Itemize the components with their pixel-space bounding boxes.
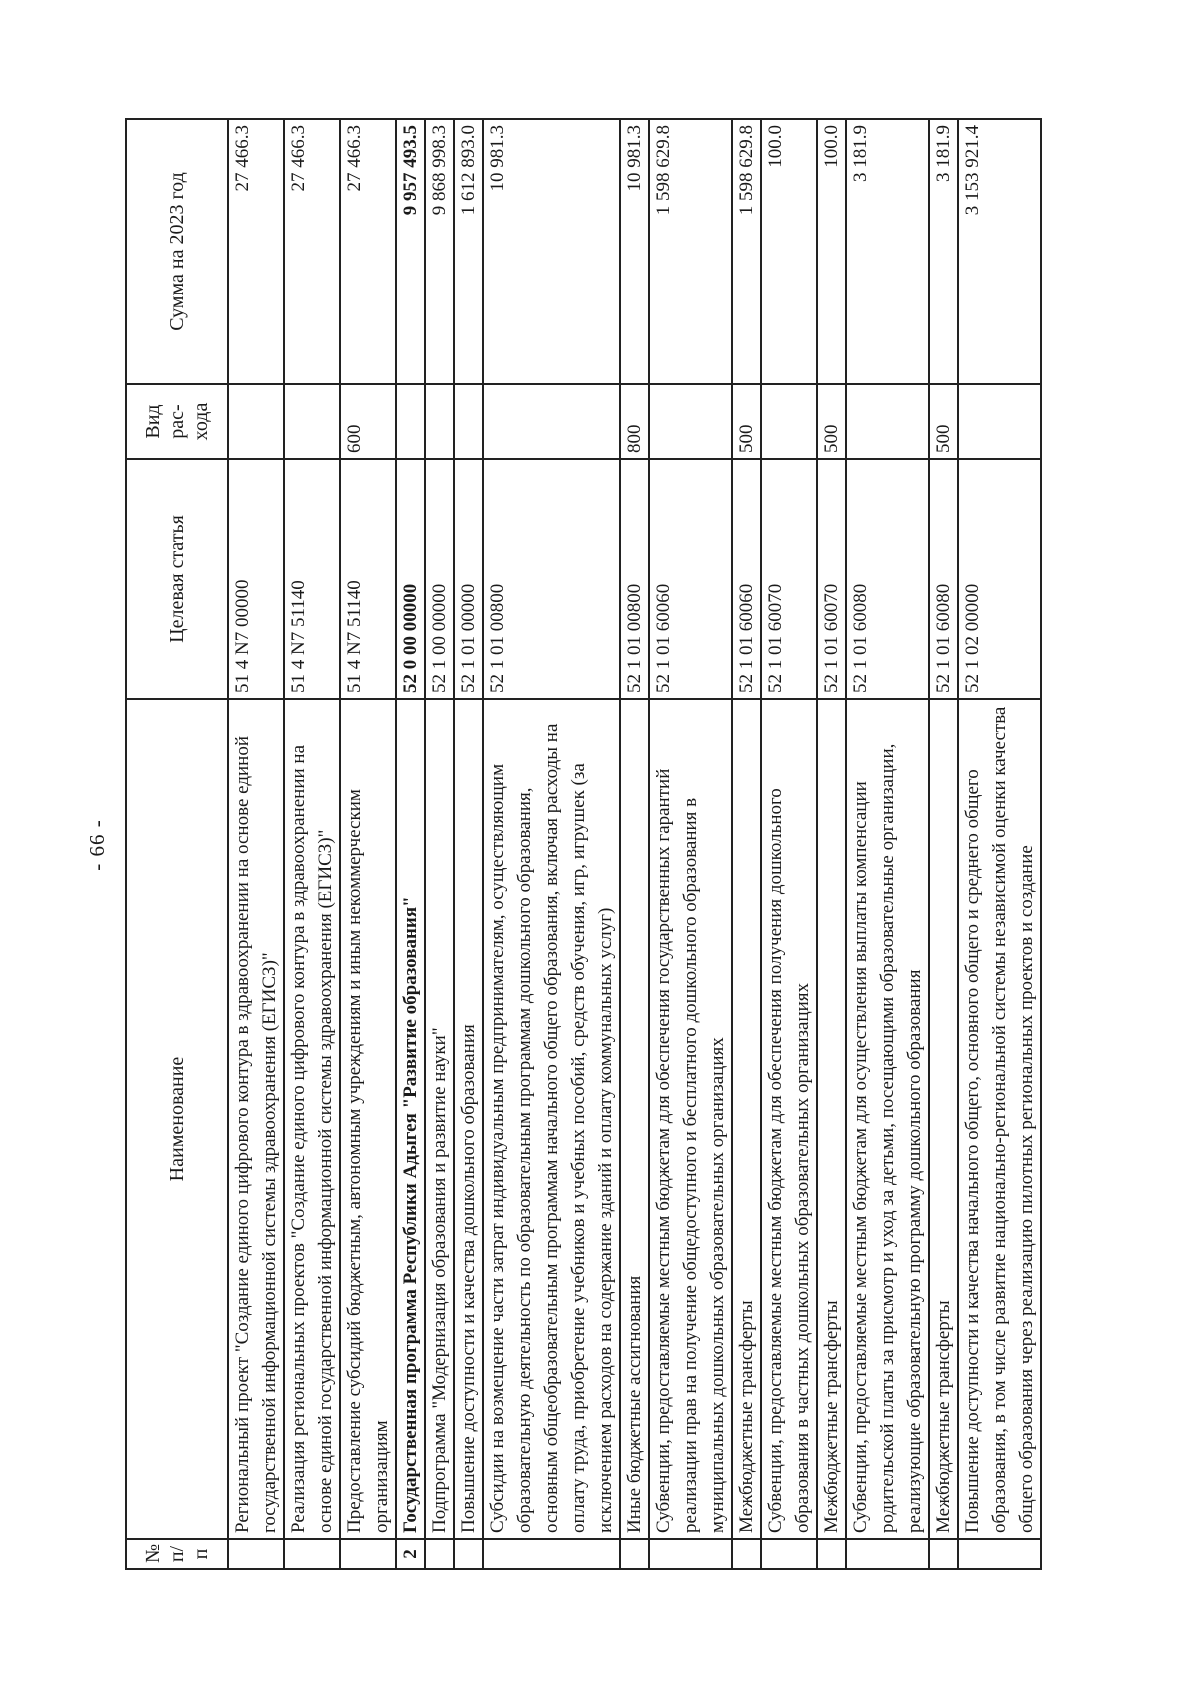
row-num bbox=[425, 1539, 454, 1569]
row-type bbox=[483, 384, 620, 459]
table-row bbox=[425, 119, 454, 1569]
header-code: Целевая статья bbox=[126, 459, 228, 699]
row-num bbox=[958, 1539, 1041, 1569]
table-row bbox=[284, 119, 340, 1569]
row-num bbox=[929, 1539, 958, 1569]
row-type bbox=[454, 384, 483, 459]
row-sum: 100.0 bbox=[761, 119, 817, 384]
row-name: Межбюджетные трансферты bbox=[929, 699, 958, 1539]
row-code: 52 1 01 60070 bbox=[817, 459, 846, 699]
budget-table bbox=[125, 118, 1042, 1570]
row-name: Реализация региональных проектов "Создание единого цифрового контура в здравоохранении на основе единой государственной информационной системы здравоохранения (ЕГИСЗ)" bbox=[284, 699, 340, 1539]
table-row bbox=[732, 119, 761, 1569]
row-type: 500 bbox=[732, 384, 761, 459]
row-sum: 10 981.3 bbox=[620, 119, 649, 384]
row-code: 52 1 01 60060 bbox=[732, 459, 761, 699]
row-num bbox=[649, 1539, 732, 1569]
page-number: - 66 - bbox=[85, 819, 109, 871]
row-type: 600 bbox=[340, 384, 396, 459]
row-code: 51 4 N7 00000 bbox=[228, 459, 284, 699]
row-name: Субвенции, предоставляемые местным бюджетам для осуществления выплаты компенсации родительской платы за присмотр и уход за детьми, посещающими образовательные организации, реализующие образовательную программу дошкольного образования bbox=[846, 699, 929, 1539]
row-code: 52 1 01 60080 bbox=[929, 459, 958, 699]
row-num bbox=[228, 1539, 284, 1569]
table-header-row bbox=[126, 119, 228, 1569]
row-sum: 3 181.9 bbox=[846, 119, 929, 384]
table-row bbox=[846, 119, 929, 1569]
row-sum: 100.0 bbox=[817, 119, 846, 384]
row-sum: 1 598 629.8 bbox=[649, 119, 732, 384]
row-name: Подпрограмма "Модернизация образования и развитие науки" bbox=[425, 699, 454, 1539]
row-type bbox=[284, 384, 340, 459]
row-num bbox=[620, 1539, 649, 1569]
row-code: 52 1 01 60070 bbox=[761, 459, 817, 699]
header-sum: Сумма на 2023 год bbox=[126, 119, 228, 384]
row-name: Региональный проект "Создание единого цифрового контура в здравоохранении на основе единой государственной информационной системы здравоохранения (ЕГИСЗ)" bbox=[228, 699, 284, 1539]
table-row-program bbox=[396, 119, 425, 1569]
row-sum: 9 868 998.3 bbox=[425, 119, 454, 384]
row-code: 51 4 N7 51140 bbox=[284, 459, 340, 699]
table-row bbox=[929, 119, 958, 1569]
row-name: Государственная программа Республики Адыгея "Развитие образования" bbox=[396, 699, 425, 1539]
row-sum: 27 466.3 bbox=[284, 119, 340, 384]
row-num: 2 bbox=[396, 1539, 425, 1569]
row-num bbox=[454, 1539, 483, 1569]
row-type bbox=[761, 384, 817, 459]
table-row bbox=[817, 119, 846, 1569]
row-type bbox=[958, 384, 1041, 459]
row-name: Субвенции, предоставляемые местным бюджетам для обеспечения государственных гарантий реализации прав на получение общедоступного и бесплатного дошкольного образования в муниципальных дошкольных образовательных организациях bbox=[649, 699, 732, 1539]
row-type: 500 bbox=[929, 384, 958, 459]
row-sum: 1 612 893.0 bbox=[454, 119, 483, 384]
row-name: Субвенции, предоставляемые местным бюджетам для обеспечения получения дошкольного образования в частных дошкольных образовательных организациях bbox=[761, 699, 817, 1539]
header-num: № п/п bbox=[126, 1539, 228, 1569]
row-sum: 9 957 493.5 bbox=[396, 119, 425, 384]
row-name: Повышение доступности и качества дошкольного образования bbox=[454, 699, 483, 1539]
row-sum: 27 466.3 bbox=[228, 119, 284, 384]
table-row bbox=[958, 119, 1041, 1569]
row-sum: 3 181.9 bbox=[929, 119, 958, 384]
table-row bbox=[454, 119, 483, 1569]
row-code: 52 1 01 60080 bbox=[846, 459, 929, 699]
row-sum: 1 598 629.8 bbox=[732, 119, 761, 384]
table-row bbox=[649, 119, 732, 1569]
table-row bbox=[620, 119, 649, 1569]
row-code: 52 0 00 00000 bbox=[396, 459, 425, 699]
row-code: 52 1 00 00000 bbox=[425, 459, 454, 699]
table-row bbox=[228, 119, 284, 1569]
row-type bbox=[228, 384, 284, 459]
row-code: 51 4 N7 51140 bbox=[340, 459, 396, 699]
header-name: Наименование bbox=[126, 699, 228, 1539]
row-type bbox=[846, 384, 929, 459]
row-num bbox=[732, 1539, 761, 1569]
row-num bbox=[284, 1539, 340, 1569]
row-type: 500 bbox=[817, 384, 846, 459]
row-num bbox=[483, 1539, 620, 1569]
row-num bbox=[761, 1539, 817, 1569]
header-type: Вид рас-хода bbox=[126, 384, 228, 459]
table-row bbox=[483, 119, 620, 1569]
rotated-page bbox=[85, 120, 1037, 1570]
table-row bbox=[340, 119, 396, 1569]
row-name: Межбюджетные трансферты bbox=[817, 699, 846, 1539]
row-sum: 27 466.3 bbox=[340, 119, 396, 384]
row-sum: 10 981.3 bbox=[483, 119, 620, 384]
row-name: Предоставление субсидий бюджетным, автономным учреждениям и иным некоммерческим организациям bbox=[340, 699, 396, 1539]
row-num bbox=[846, 1539, 929, 1569]
row-type bbox=[649, 384, 732, 459]
row-num bbox=[340, 1539, 396, 1569]
row-name: Субсидии на возмещение части затрат индивидуальным предпринимателям, осуществляющим образовательную деятельность по образовательным программам дошкольного образования, основным общеобразовательным программам начального общего образования, включая расходы на оплату труда, приобретение учебников и учебных пособий, средств обучения, игр, игрушек (за исключением расходов на содержание зданий и оплату коммунальных услуг) bbox=[483, 699, 620, 1539]
row-code: 52 1 01 00000 bbox=[454, 459, 483, 699]
row-sum: 3 153 921.4 bbox=[958, 119, 1041, 384]
row-code: 52 1 01 00800 bbox=[483, 459, 620, 699]
row-name: Повышение доступности и качества начального общего, основного общего и среднего общего образования, в том числе развитие национально-региональной системы независимой оценки качества общего образования через реализацию пилотных региональных проектов и создание bbox=[958, 699, 1041, 1539]
row-type bbox=[425, 384, 454, 459]
row-code: 52 1 01 00800 bbox=[620, 459, 649, 699]
row-code: 52 1 02 00000 bbox=[958, 459, 1041, 699]
row-num bbox=[817, 1539, 846, 1569]
row-name: Иные бюджетные ассигнования bbox=[620, 699, 649, 1539]
row-code: 52 1 01 60060 bbox=[649, 459, 732, 699]
row-type: 800 bbox=[620, 384, 649, 459]
row-name: Межбюджетные трансферты bbox=[732, 699, 761, 1539]
row-type bbox=[396, 384, 425, 459]
table-row bbox=[761, 119, 817, 1569]
